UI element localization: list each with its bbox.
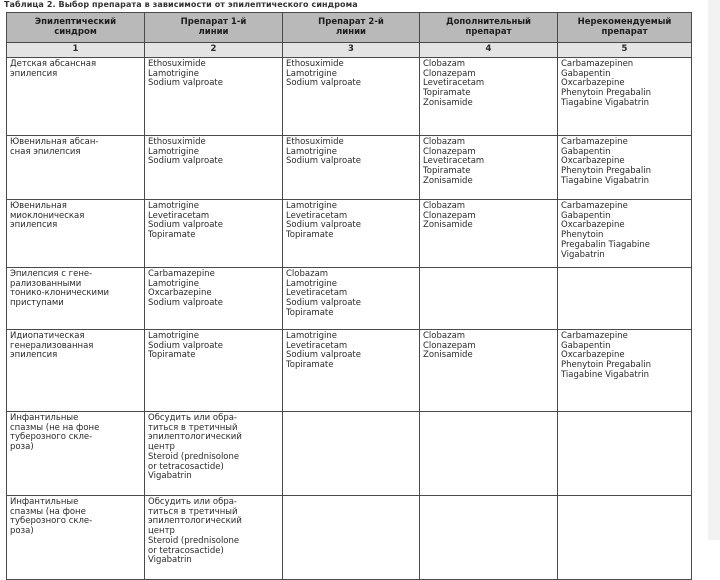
drug-name: Zonisamide	[423, 220, 473, 231]
header-text: Препарат 2-й	[318, 16, 384, 27]
drug-name: Topiramate	[286, 360, 334, 371]
drug-name: Oxcarbazepine	[561, 78, 625, 89]
drug-name: Clonazepam	[423, 146, 476, 157]
table-row	[7, 58, 692, 136]
drug-name: Clobazam	[286, 269, 329, 279]
header-text: Нерекомендуемый	[577, 16, 672, 27]
syndrome-text: эпилепсия	[10, 350, 58, 361]
drug-name: or tetracosactide)	[148, 461, 224, 472]
second-line-cell	[283, 200, 420, 268]
first-line-cell	[145, 200, 283, 268]
column-number: 4	[420, 43, 558, 58]
drug-name: Topiramate	[148, 350, 196, 361]
second-line-cell	[283, 412, 420, 496]
header-text: препарат	[601, 26, 648, 37]
syndrome-text: эпилепсия	[10, 68, 58, 79]
header-text: линии	[198, 26, 229, 37]
drug-name: Lamotrigine	[286, 331, 337, 341]
additional-cell	[420, 200, 558, 268]
drug-name: Sodium valproate	[286, 298, 361, 309]
drug-name: Levetiracetam	[286, 340, 348, 351]
drug-name: Phenytoin Pregabalin	[561, 166, 651, 177]
syndrome-cell	[7, 136, 145, 200]
drug-name: Steroid (prednisolone	[148, 535, 240, 546]
column-number: 2	[145, 43, 283, 58]
drug-name: Topiramate	[286, 230, 334, 241]
syndrome-text: эпилепсия	[10, 220, 58, 231]
table-row	[7, 330, 692, 412]
header-text: синдром	[54, 26, 97, 37]
drug-name: Oxcarbazepine	[561, 220, 625, 231]
drug-name: Lamotrigine	[148, 146, 199, 157]
drug-name: Обсудить или обра-	[148, 497, 237, 507]
drug-name: Oxcarbazepine	[561, 350, 625, 361]
syndrome-cell	[7, 200, 145, 268]
additional-cell	[420, 330, 558, 412]
syndrome-cell	[7, 496, 145, 580]
drug-name: Sodium valproate	[148, 220, 223, 231]
first-line-cell	[145, 136, 283, 200]
drug-name: Levetiracetam	[423, 78, 485, 89]
syndrome-text: миоклоническая	[10, 210, 85, 221]
drug-name: Clonazepam	[423, 210, 476, 221]
drug-name: Levetiracetam	[148, 210, 210, 221]
header-syndrome	[7, 13, 145, 43]
syndrome-text: Эпилепсия с гене-	[10, 269, 93, 279]
drug-name: Tiagabine Vigabatrin	[561, 175, 649, 186]
drug-name: Levetiracetam	[286, 288, 348, 299]
syndrome-text: туберозного скле-	[10, 432, 93, 443]
drug-name: Gabapentin	[561, 210, 611, 221]
syndrome-text: спазмы (на фоне	[10, 506, 86, 517]
drug-name: Sodium valproate	[286, 220, 361, 231]
header-first-line	[145, 13, 283, 43]
drug-name: Levetiracetam	[423, 156, 485, 167]
drug-name: Clobazam	[423, 59, 466, 69]
syndrome-text: тонико-клоническими	[10, 288, 110, 299]
header-text: линии	[336, 26, 366, 37]
syndrome-text: рализованными	[10, 278, 82, 289]
column-number: 3	[283, 43, 420, 58]
syndrome-text: генерализованная	[10, 340, 94, 351]
drug-name: Обсудить или обра-	[148, 413, 237, 423]
header-row	[7, 13, 692, 43]
drug-name: Lamotrigine	[286, 201, 337, 211]
not-recommended-cell	[558, 58, 692, 136]
drug-name: Lamotrigine	[148, 201, 199, 211]
header-second-line	[283, 13, 420, 43]
drug-name: центр	[148, 526, 175, 537]
not-recommended-cell	[558, 330, 692, 412]
second-line-cell	[283, 268, 420, 330]
drug-name: Sodium valproate	[286, 156, 361, 167]
drug-name: Zonisamide	[423, 175, 473, 186]
drug-name: Vigabatrin	[148, 555, 192, 566]
syndrome-cell	[7, 268, 145, 330]
syndrome-text: сная эпилепсия	[10, 146, 81, 157]
drug-name: Topiramate	[423, 166, 471, 177]
drug-name: Vigabatrin	[561, 249, 605, 260]
syndrome-text: Детская абсансная	[10, 59, 97, 69]
syndrome-cell	[7, 58, 145, 136]
drug-name: Clobazam	[423, 137, 466, 147]
drug-name: Lamotrigine	[286, 68, 337, 79]
drug-name: Ethosuximide	[148, 59, 206, 69]
header-text: Препарат 1-й	[180, 16, 247, 27]
not-recommended-cell	[558, 200, 692, 268]
syndrome-text: Инфантильные	[10, 497, 79, 507]
drug-name: Sodium valproate	[148, 340, 223, 351]
header-text: Дополнительный	[446, 16, 531, 27]
syndrome-text: Инфантильные	[10, 413, 79, 423]
drug-name: Carbamazepine	[561, 201, 628, 211]
syndrome-text: спазмы (не на фоне	[10, 422, 100, 433]
drug-name: Sodium valproate	[148, 156, 223, 167]
drug-name: Tiagabine Vigabatrin	[561, 97, 649, 108]
drug-name: Clobazam	[423, 201, 466, 211]
drug-name: Carbamazepinen	[561, 59, 634, 69]
drug-name: эпилептологический	[148, 432, 242, 443]
first-line-cell	[145, 330, 283, 412]
not-recommended-cell	[558, 136, 692, 200]
header-text: Эпилептический	[34, 16, 117, 27]
second-line-cell	[283, 496, 420, 580]
drug-name: Carbamazepine	[148, 269, 215, 279]
drug-name: Sodium valproate	[286, 78, 361, 89]
drug-name: Ethosuximide	[286, 137, 344, 147]
drug-name: Carbamazepine	[561, 331, 628, 341]
table-row	[7, 200, 692, 268]
second-line-cell	[283, 58, 420, 136]
syndrome-text: Ювенильная	[10, 201, 67, 211]
drug-name: Sodium valproate	[148, 78, 223, 89]
not-recommended-cell	[558, 268, 692, 330]
drug-name: Lamotrigine	[148, 68, 199, 79]
drug-name: Oxcarbazepine	[148, 288, 212, 299]
drug-name: Tiagabine Vigabatrin	[561, 369, 649, 380]
drug-name: Clonazepam	[423, 340, 476, 351]
drug-name: Phenytoin Pregabalin	[561, 88, 651, 99]
drug-name: Vigabatrin	[148, 471, 192, 482]
column-number: 1	[7, 43, 145, 58]
drug-name: Carbamazepine	[561, 137, 628, 147]
syndrome-text: приступами	[10, 298, 64, 309]
syndrome-text: роза)	[10, 526, 34, 537]
syndrome-cell	[7, 412, 145, 496]
header-not-recommended	[558, 13, 692, 43]
header-text: препарат	[465, 26, 512, 37]
drug-name: Sodium valproate	[148, 298, 223, 309]
drug-name: Lamotrigine	[148, 278, 199, 289]
drug-name: титься в третичный	[148, 422, 238, 433]
table-row	[7, 412, 692, 496]
first-line-cell	[145, 58, 283, 136]
drug-name: эпилептологический	[148, 516, 242, 527]
table-caption: Таблица 2. Выбор препарата в зависимости от эпилептического синдрома	[4, 0, 358, 9]
not-recommended-cell	[558, 412, 692, 496]
drug-name: Oxcarbazepine	[561, 156, 625, 167]
drug-name: Gabapentin	[561, 146, 611, 157]
drug-name: Clobazam	[423, 331, 466, 341]
header-additional	[420, 13, 558, 43]
drug-name: центр	[148, 442, 175, 453]
first-line-cell	[145, 412, 283, 496]
drug-name: Phenytoin	[561, 230, 604, 241]
first-line-cell	[145, 268, 283, 330]
drug-name: титься в третичный	[148, 506, 238, 517]
not-recommended-cell	[558, 496, 692, 580]
table-row	[7, 136, 692, 200]
drug-name: Lamotrigine	[286, 278, 337, 289]
additional-cell	[420, 412, 558, 496]
additional-cell	[420, 496, 558, 580]
second-line-cell	[283, 330, 420, 412]
syndrome-text: Ювенильная абсан-	[10, 137, 99, 147]
drug-name: Levetiracetam	[286, 210, 348, 221]
table-row	[7, 496, 692, 580]
drug-name: Zonisamide	[423, 350, 473, 361]
column-number-row	[7, 43, 692, 58]
column-number: 5	[558, 43, 692, 58]
drug-name: Clonazepam	[423, 68, 476, 79]
drug-name: Phenytoin Pregabalin	[561, 360, 651, 371]
drug-name: Zonisamide	[423, 97, 473, 108]
drug-name: or tetracosactide)	[148, 545, 224, 556]
additional-cell	[420, 268, 558, 330]
syndrome-text: Идиопатическая	[10, 331, 85, 341]
additional-cell	[420, 136, 558, 200]
drug-name: Ethosuximide	[286, 59, 344, 69]
first-line-cell	[145, 496, 283, 580]
syndrome-text: роза)	[10, 442, 34, 453]
drug-selection-table	[6, 12, 692, 580]
drug-name: Gabapentin	[561, 68, 611, 79]
table-row	[7, 268, 692, 330]
syndrome-text: туберозного скле-	[10, 516, 93, 527]
drug-name: Ethosuximide	[148, 137, 206, 147]
drug-name: Pregabalin Tiagabine	[561, 239, 651, 250]
drug-name: Gabapentin	[561, 340, 611, 351]
drug-name: Topiramate	[423, 88, 471, 99]
drug-name: Topiramate	[148, 230, 196, 241]
drug-name: Steroid (prednisolone	[148, 451, 240, 462]
drug-name: Topiramate	[286, 307, 334, 318]
syndrome-cell	[7, 330, 145, 412]
page-edge	[708, 0, 720, 540]
drug-name: Sodium valproate	[286, 350, 361, 361]
second-line-cell	[283, 136, 420, 200]
drug-name: Lamotrigine	[148, 331, 199, 341]
additional-cell	[420, 58, 558, 136]
drug-name: Lamotrigine	[286, 146, 337, 157]
